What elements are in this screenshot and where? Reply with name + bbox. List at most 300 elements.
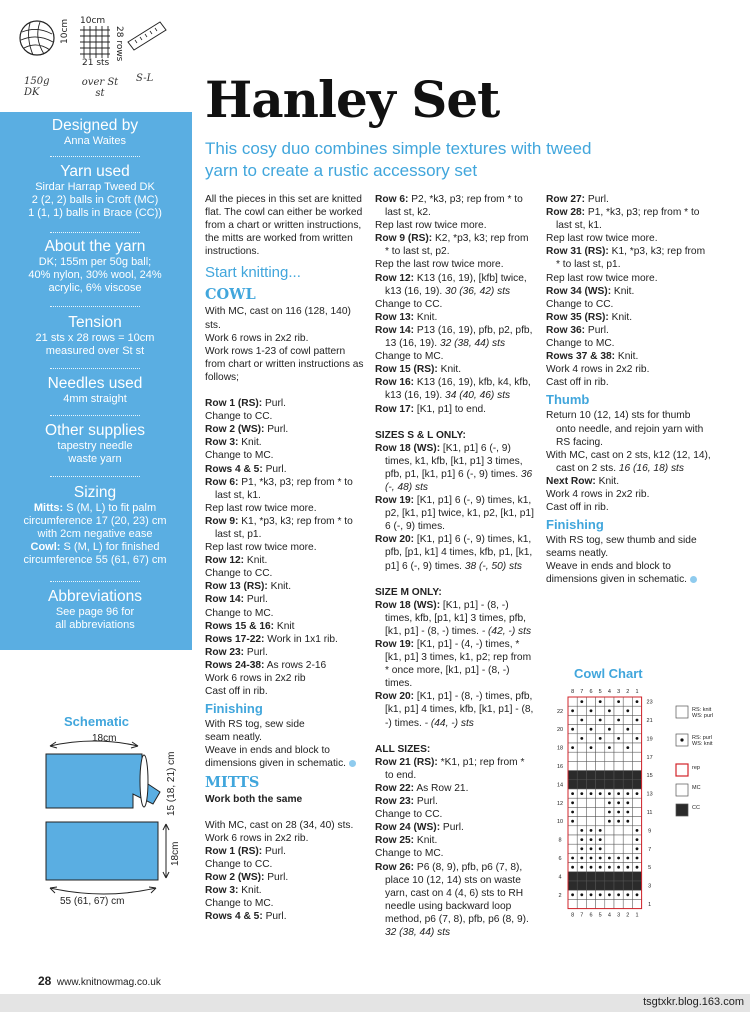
instruction-row <box>205 897 365 910</box>
text-line: With MC, cast on 116 (128, 140) sts. <box>205 306 351 331</box>
row-label: Row 12: <box>205 555 245 567</box>
chart-cell <box>614 872 623 881</box>
section-heading: Tension <box>68 314 122 331</box>
instruction-row <box>375 834 535 847</box>
row-text: Change to MC. <box>375 848 444 860</box>
row-text: Rep last row twice more. <box>205 542 317 554</box>
chart-purl-dot <box>599 700 602 703</box>
chart-purl-dot <box>590 847 593 850</box>
row-text: K13 (16, 19), kfb, k4, kfb, k13 (16, 19). <box>385 377 531 402</box>
instruction-row <box>546 206 711 232</box>
spacer <box>375 730 535 743</box>
row-text: Return 10 (12, 14) sts for thumb onto needle, and rejoin yarn with RS facing. <box>546 410 704 448</box>
chart-cell <box>577 899 586 908</box>
chart-cell <box>586 872 595 881</box>
chart-cell <box>596 752 605 761</box>
chart-cell <box>623 697 632 706</box>
row-label: Rows 4 & 5: <box>205 463 263 475</box>
chart-cell <box>623 881 632 890</box>
row-label: Row 18 (WS): <box>375 599 441 611</box>
chart-cell <box>577 872 586 881</box>
instruction-row <box>205 541 365 554</box>
row-text: Change to MC. <box>375 351 444 363</box>
spacer <box>375 573 535 586</box>
chart-cell <box>623 734 632 743</box>
chart-cell <box>586 715 595 724</box>
section-line: 2 (2, 2) balls in Croft (MC) <box>31 194 159 206</box>
sizes-sl-heading: SIZES S & L ONLY: <box>375 429 466 441</box>
chart-cell <box>614 743 623 752</box>
chart-cell <box>623 761 632 770</box>
row-text: Purl. <box>244 646 268 658</box>
thumb-rows <box>546 409 711 514</box>
chart-purl-dot <box>636 737 639 740</box>
finishing-text <box>546 534 711 586</box>
designed-by-section <box>0 117 190 148</box>
chart-row-number-left: 12 <box>556 800 564 807</box>
chart-row-number-right: 15 <box>646 773 653 780</box>
chart-purl-dot <box>608 728 611 731</box>
row-text: Purl. <box>264 424 289 436</box>
chart-cell <box>596 817 605 826</box>
chart-cell <box>568 826 577 835</box>
chart-cell <box>632 817 641 826</box>
text-line: With RS tog, sew side <box>205 719 305 731</box>
chart-col-number-bottom: 5 <box>598 912 602 919</box>
chart-cell <box>568 780 577 789</box>
legend-label: rep <box>692 765 700 771</box>
row-text: Knit. <box>414 311 438 323</box>
row-label: Row 9: <box>205 515 239 527</box>
yarn-ball-icon <box>20 21 54 55</box>
divider <box>50 232 140 233</box>
finishing-text <box>205 718 365 770</box>
chart-purl-dot <box>590 709 593 712</box>
instruction-row <box>205 845 365 858</box>
chart-col-number-top: 2 <box>626 689 630 695</box>
row-label: Row 22: <box>375 782 415 794</box>
chart-cell <box>605 881 614 890</box>
instruction-row <box>546 311 711 324</box>
instruction-row <box>375 403 535 416</box>
chart-cell <box>614 881 623 890</box>
row-label: Row 12: <box>375 272 415 284</box>
designer-name: Anna Waites <box>64 135 126 147</box>
cowl-rows <box>205 397 365 698</box>
row-text: Rep last row twice more. <box>375 220 487 232</box>
row-label: Row 28: <box>546 207 586 219</box>
text-line: seams neatly. <box>546 548 609 560</box>
page-title: Hanley Set <box>205 70 500 129</box>
row-text: Purl. <box>585 324 609 336</box>
chart-cell <box>632 725 641 734</box>
row-text: Cast off in rib. <box>205 686 268 698</box>
chart-col-number-bottom: 4 <box>607 912 611 919</box>
end-dot-icon <box>349 760 356 767</box>
legend-label: WS: knit <box>692 741 713 747</box>
chart-purl-dot <box>636 700 639 703</box>
instruction-row <box>205 607 365 620</box>
chart-purl-dot <box>626 728 629 731</box>
schematic-mitt-length: 15 (18, 21) cm <box>166 751 177 816</box>
chart-purl-dot <box>580 857 583 860</box>
chart-row-number-right: 21 <box>646 718 653 724</box>
schematic-cowl-height: 18cm <box>170 841 181 866</box>
chart-cell <box>614 844 623 853</box>
instruction-row <box>375 847 535 860</box>
instruction-row <box>546 449 711 475</box>
instruction-row <box>375 363 535 376</box>
chart-cell <box>586 899 595 908</box>
row-text: Change to MC. <box>205 450 274 462</box>
chart-cell <box>586 697 595 706</box>
chart-purl-dot <box>617 719 620 722</box>
chart-cell <box>632 771 641 780</box>
row-text: Purl. <box>244 594 268 606</box>
chart-cell <box>568 771 577 780</box>
chart-cell <box>614 899 623 908</box>
chart-purl-dot <box>571 866 574 869</box>
row-text: Work in 1x1 rib. <box>264 633 338 645</box>
row-text: Change to CC. <box>205 568 273 580</box>
instruction-row <box>205 685 365 698</box>
instruction-row <box>375 376 535 402</box>
instruction-row <box>546 245 711 271</box>
chart-purl-dot <box>626 866 629 869</box>
legend-label: RS: knit <box>692 707 712 713</box>
chart-purl-dot <box>599 737 602 740</box>
legend-swatch <box>676 784 688 796</box>
row-label: Row 26: <box>375 861 415 873</box>
section-line: DK; 155m per 50g ball; <box>38 256 152 268</box>
chart-purl-dot <box>599 792 602 795</box>
chart-cell <box>623 780 632 789</box>
chart-purl-dot <box>580 893 583 896</box>
gauge-grid-icon <box>80 26 110 58</box>
chart-cell <box>614 771 623 780</box>
row-text: [K1, p1] 6 (-, 9) times, k1, kfb, [k1, p1] 3 times, pfb, p1, [k1, p1] 6 (-, 9) times. <box>385 442 523 480</box>
chart-cell <box>623 835 632 844</box>
instruction-row <box>546 350 711 363</box>
row-text: [K1, p1] 6 (-, 9) times, k1, p2, [k1, p1] twice, k1, p2, [k1, p1] 6 (-, 9) times. <box>385 495 534 533</box>
section-heading: Sizing <box>73 484 117 501</box>
column-3 <box>546 193 711 587</box>
legend-dot-icon <box>680 738 683 741</box>
chart-row-number-left: 16 <box>556 764 564 770</box>
gauge-top-label: 10cm <box>80 16 106 26</box>
chart-cell <box>605 872 614 881</box>
row-label: Row 19: <box>375 639 415 650</box>
row-label: Rows 15 & 16: <box>205 620 275 632</box>
text-line: Work 6 rows in 2x2 rib. <box>205 832 309 844</box>
chart-purl-dot <box>580 719 583 722</box>
row-text: Cast off in rib. <box>546 377 609 389</box>
row-text: Work 4 rows in 2x2 rib. <box>546 488 650 500</box>
row-text: Purl. <box>262 463 287 475</box>
chart-row-number-right: 9 <box>648 828 652 835</box>
chart-cell <box>596 899 605 908</box>
chart-cell <box>577 771 586 780</box>
row-text: P6 (8, 9), pfb, p6 (7, 8), place 10 (12, 14) sts on waste yarn, cast on 4 (4, 6) sts to RH needle using backward loop method, p6 (7, 8), pfb, p6 (8, 9). <box>385 861 529 925</box>
instruction-row <box>205 476 365 502</box>
row-text: Purl. <box>262 845 286 857</box>
chart-purl-dot <box>636 847 639 850</box>
chart-row-number-right: 7 <box>648 846 652 853</box>
cowl-heading: COWL <box>205 286 256 304</box>
instruction-row <box>375 298 535 311</box>
row-text: Rep the last row twice more. <box>375 259 504 271</box>
needles-section <box>0 375 190 406</box>
chart-purl-dot <box>590 829 593 832</box>
chart-purl-dot <box>617 811 620 814</box>
chart-cell <box>605 835 614 844</box>
text-line: With RS tog, sew thumb and side <box>546 535 697 547</box>
chart-cell <box>586 780 595 789</box>
chart-cell <box>568 752 577 761</box>
instruction-row <box>205 910 365 923</box>
row-label: Row 1 (RS): <box>205 398 263 410</box>
about-yarn-section <box>0 238 190 295</box>
chart-purl-dot <box>617 857 620 860</box>
chart-row-number-left: 6 <box>558 856 562 862</box>
section-line: waste yarn <box>68 453 122 465</box>
chart-cell <box>577 807 586 816</box>
abbreviations-section <box>0 588 190 632</box>
chart-cell <box>605 899 614 908</box>
chart-purl-dot <box>571 728 574 731</box>
chart-cell <box>623 872 632 881</box>
chart-cell <box>632 743 641 752</box>
row-label: Row 15 (RS): <box>375 364 438 376</box>
chart-col-number-top: 6 <box>589 689 593 695</box>
row-label: Row 27: <box>546 194 586 205</box>
section-line: 4mm straight <box>63 393 127 405</box>
row-text: Cast off in rib. <box>546 502 609 514</box>
row-text: Knit. <box>611 285 635 297</box>
size-m-rows <box>375 599 535 730</box>
all-sizes-heading: ALL SIZES: <box>375 743 431 755</box>
row-text: Change to CC. <box>375 809 443 821</box>
row-text: K2, *p3, k3; rep from * to last st, p2. <box>385 233 529 258</box>
gauge-side-label: 10cm <box>60 18 70 44</box>
row-text: Knit. <box>595 475 620 487</box>
instruction-row <box>375 638 535 690</box>
ruler-icon <box>128 22 166 50</box>
instruction-row <box>375 795 535 808</box>
watermark-text: tsgtxkr.blog.163.com <box>643 996 744 1008</box>
chart-cell <box>568 881 577 890</box>
chart-purl-dot <box>580 737 583 740</box>
row-text: Purl. <box>262 398 286 410</box>
chart-cell <box>577 761 586 770</box>
row-label: Row 17: <box>375 403 415 415</box>
instruction-row <box>546 232 711 245</box>
row-label: Row 6: <box>205 476 239 488</box>
chart-purl-dot <box>571 801 574 804</box>
column-2 <box>375 193 535 939</box>
chart-purl-dot <box>608 801 611 804</box>
instruction-row <box>205 436 365 449</box>
row-text: Change to MC. <box>546 338 615 350</box>
row-text: K1, *p3, k3; rep from * to last st, p1. <box>215 515 353 540</box>
sizing-cowl-label: Cowl: <box>30 541 61 553</box>
row-label: Row 25: <box>375 835 415 847</box>
chart-cell <box>586 807 595 816</box>
note-size: S-L <box>136 73 154 84</box>
section-line: acrylic, 6% viscose <box>48 282 142 294</box>
chart-cell <box>614 826 623 835</box>
sizes-sl-rows <box>375 442 535 573</box>
chart-purl-dot <box>571 792 574 795</box>
instruction-row <box>375 272 535 298</box>
chart-cell <box>623 752 632 761</box>
chart-purl-dot <box>608 792 611 795</box>
row-text: Change to CC. <box>205 858 273 870</box>
mitts-intro <box>205 819 365 845</box>
tension-section <box>0 314 190 358</box>
row-text: [K1, p1] 6 (-, 9) times, k1, pfb, [p1, k1] 4 times, kfb, p1, [k1, p1] 6 (-, 9) times. <box>385 534 533 572</box>
instruction-row <box>205 397 365 410</box>
row-label: Row 24 (WS): <box>375 822 441 834</box>
chart-row-number-right: 1 <box>648 902 652 908</box>
row-text: P1, *k3, p3; rep from * to last st, k1. <box>215 476 353 501</box>
chart-cell <box>614 725 623 734</box>
mitts-rows-continued <box>375 193 535 416</box>
row-text: Work 6 rows in 2x2 rib <box>205 673 306 684</box>
chart-col-number-bottom: 1 <box>635 912 639 919</box>
chart-row-number-left: 14 <box>556 782 564 789</box>
chart-cell <box>632 706 641 715</box>
thumb-heading: Thumb <box>546 392 590 408</box>
legend-swatch <box>676 764 688 776</box>
chart-cell <box>568 835 577 844</box>
chart-col-number-top: 1 <box>635 689 639 695</box>
row-text: Knit. <box>608 311 633 323</box>
chart-purl-dot <box>626 709 629 712</box>
chart-cell <box>586 798 595 807</box>
chart-cell <box>605 844 614 853</box>
chart-purl-dot <box>599 829 602 832</box>
chart-cell <box>632 872 641 881</box>
row-text: Purl. <box>414 796 438 808</box>
instruction-row <box>546 363 711 376</box>
chart-purl-dot <box>617 700 620 703</box>
chart-purl-dot <box>590 857 593 860</box>
row-label: Row 19: <box>375 495 415 507</box>
chart-purl-dot <box>626 857 629 860</box>
chart-purl-dot <box>590 866 593 869</box>
mitts-heading: MITTS <box>205 773 260 791</box>
chart-col-number-bottom: 8 <box>571 912 575 919</box>
divider <box>50 415 140 416</box>
chart-purl-dot <box>571 893 574 896</box>
chart-cell <box>577 780 586 789</box>
chart-purl-dot <box>636 719 639 722</box>
instruction-row <box>546 285 711 298</box>
chart-cell <box>623 715 632 724</box>
row-text: Change to CC. <box>546 298 614 310</box>
section-line: Sirdar Harrap Tweed DK <box>35 181 155 193</box>
instruction-row <box>205 580 365 593</box>
instruction-row <box>546 324 711 337</box>
instruction-row <box>375 193 535 219</box>
chart-purl-dot <box>571 709 574 712</box>
chart-col-number-bottom: 6 <box>589 912 593 919</box>
chart-col-number-top: 7 <box>580 689 584 695</box>
instruction-row <box>205 449 365 462</box>
row-text: Change to CC. <box>205 411 273 423</box>
divider <box>50 156 140 157</box>
chart-purl-dot <box>590 893 593 896</box>
row-text: Change to MC. <box>205 607 274 619</box>
row-text: K1, *p3, k3; rep from * to last st, p1. <box>556 246 706 271</box>
row-text: Knit. <box>437 364 462 376</box>
chart-col-number-bottom: 3 <box>617 912 621 919</box>
instruction-row <box>205 672 365 685</box>
chart-cell <box>605 761 614 770</box>
instruction-row <box>546 193 711 206</box>
row-text: [K1, p1] - (8, -) times, kfb, [p1, k1] 3 times, pfb, [k1, p1] - (8, -) times. <box>385 599 526 637</box>
row-label: Next Row: <box>546 475 596 487</box>
chart-cell <box>614 761 623 770</box>
all-sizes-rows <box>375 756 535 939</box>
row-label: Row 23: <box>375 796 415 808</box>
chart-cell <box>596 725 605 734</box>
page-number: 28 <box>38 974 52 988</box>
section-heading: Needles used <box>47 375 143 392</box>
stitch-count: 32 (38, 44) sts <box>437 338 506 350</box>
row-label: Row 34 (WS): <box>546 285 612 297</box>
section-heading: Abbreviations <box>48 588 142 605</box>
instruction-row <box>375 232 535 258</box>
section-line: 1 (1, 1) balls in Brace (CC)) <box>28 207 162 219</box>
instruction-row <box>205 463 365 476</box>
instruction-row <box>205 646 365 659</box>
cowl-shape <box>46 822 158 880</box>
spacer <box>205 384 365 397</box>
chart-cell <box>614 752 623 761</box>
stitch-count: 34 (40, 46) sts <box>442 390 511 402</box>
stitch-count: 30 (36, 42) sts <box>442 285 511 297</box>
row-text: Knit. <box>238 437 262 449</box>
chart-row-number-left: 10 <box>556 819 564 826</box>
row-label: Rows 17-22: <box>205 633 265 645</box>
row-text: [K1, p1] - (8, -) times, pfb, [k1, p1] 4 times, kfb, [k1, p1] - (8, -) times. <box>385 691 534 729</box>
chart-purl-dot <box>636 829 639 832</box>
row-text: Knit. <box>238 885 262 897</box>
section-line: See page 96 for <box>55 606 135 618</box>
mitts-rows-end <box>546 193 711 389</box>
page-subtitle: This cosy duo combines simple textures with tweed yarn to create a rustic accessory set <box>205 139 592 180</box>
instruction-row <box>205 410 365 423</box>
chart-purl-dot <box>599 893 602 896</box>
chart-row-number-right: 13 <box>646 791 653 798</box>
chart-cell <box>586 881 595 890</box>
row-label: Row 18 (WS): <box>375 442 441 454</box>
sizing-cowl-text: S (M, L) for finished circumference 55 (61, 67) cm <box>23 541 167 566</box>
row-text: Purl. <box>585 194 609 205</box>
chart-row-number-left: 8 <box>558 837 562 844</box>
gauge-sts-label: 21 sts <box>82 58 110 68</box>
row-label: Rows 24-38: <box>205 659 265 671</box>
column-1 <box>205 193 365 923</box>
instruction-row <box>205 554 365 567</box>
chart-row-number-right: 3 <box>648 883 652 890</box>
chart-cell <box>596 798 605 807</box>
chart-cell <box>614 835 623 844</box>
row-label: Row 13 (RS): <box>205 581 268 593</box>
chart-cell <box>577 752 586 761</box>
